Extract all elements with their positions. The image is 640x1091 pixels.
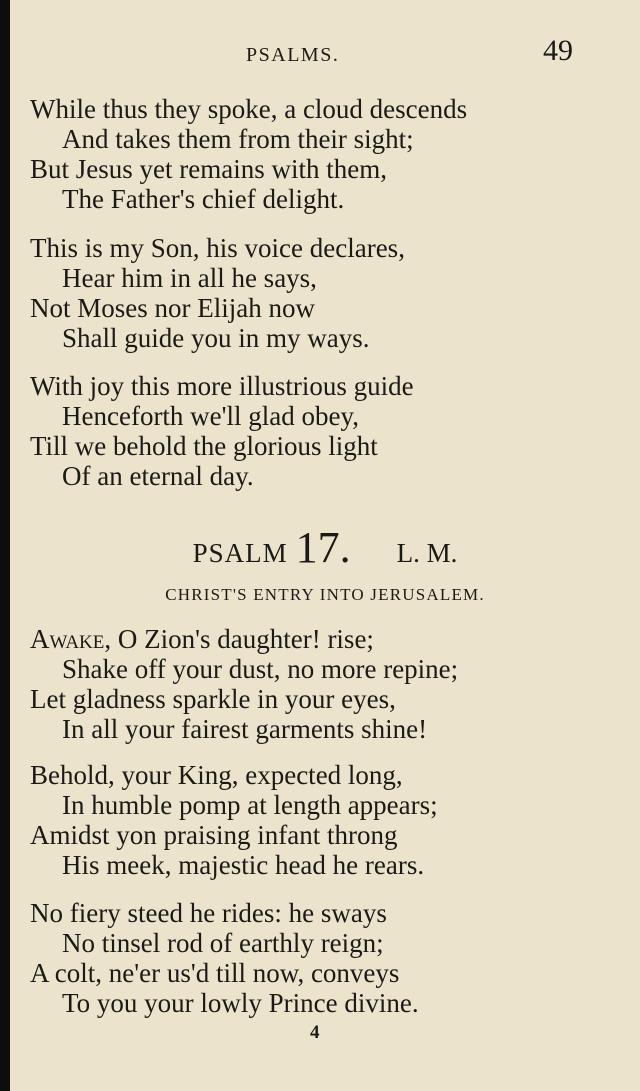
- verse-line: Shall guide you in my ways.: [62, 323, 370, 353]
- verse-line: While thus they spoke, a cloud descends: [30, 94, 468, 124]
- verse-line: No fiery steed he rides: he sways: [30, 898, 387, 928]
- verse-line: Not Moses nor Elijah now: [30, 293, 315, 323]
- verse-line: Let gladness sparkle in your eyes,: [30, 684, 396, 714]
- running-title: PSALMS.: [246, 44, 340, 66]
- psalm-label: PSALM: [192, 538, 288, 568]
- book-page: [10, 0, 640, 1091]
- verse-line: To you your lowly Prince divine.: [62, 988, 419, 1018]
- psalm-subtitle: CHRIST'S ENTRY INTO JERUSALEM.: [165, 585, 485, 604]
- verse-line: Amidst yon praising infant throng: [30, 820, 398, 850]
- verse-line: Hear him in all he says,: [62, 263, 317, 293]
- psalm-meter: L. M.: [396, 538, 458, 568]
- verse-line: Of an eternal day.: [62, 461, 254, 491]
- page-number: 49: [543, 34, 573, 67]
- verse-line: Henceforth we'll glad obey,: [62, 401, 359, 431]
- stanza-6: [10, 898, 640, 1018]
- lead-word: Awake,: [30, 624, 112, 654]
- stanza-3: [10, 371, 640, 491]
- verse-text: O Zion's daughter! rise;: [111, 624, 374, 654]
- running-head: [10, 34, 640, 78]
- verse-line: The Father's chief delight.: [62, 184, 345, 214]
- verse-line: [10, 624, 640, 654]
- stanza-4: [10, 624, 640, 744]
- stanza-1: [10, 94, 640, 214]
- stanza-5: [10, 760, 640, 880]
- verse-line: A colt, ne'er us'd till now, conveys: [30, 958, 400, 988]
- signature-mark: 4: [310, 1022, 320, 1043]
- verse-line: Shake off your dust, no more repine;: [62, 654, 459, 684]
- verse-line: In all your fairest garments shine!: [62, 714, 428, 744]
- stanza-2: [10, 233, 640, 353]
- psalm-heading: [10, 522, 640, 572]
- verse-line: And takes them from their sight;: [62, 124, 414, 154]
- verse-line: Till we behold the glorious light: [30, 431, 378, 461]
- psalm-number: 17.: [295, 523, 351, 572]
- verse-line: In humble pomp at length appears;: [62, 790, 438, 820]
- verse-line: This is my Son, his voice declares,: [30, 233, 405, 263]
- verse-line: Behold, your King, expected long,: [30, 760, 403, 790]
- verse-line: But Jesus yet remains with them,: [30, 154, 387, 184]
- verse-line: His meek, majestic head he rears.: [62, 850, 425, 880]
- verse-line: No tinsel rod of earthly reign;: [62, 928, 384, 958]
- verse-line: With joy this more illustrious guide: [30, 371, 414, 401]
